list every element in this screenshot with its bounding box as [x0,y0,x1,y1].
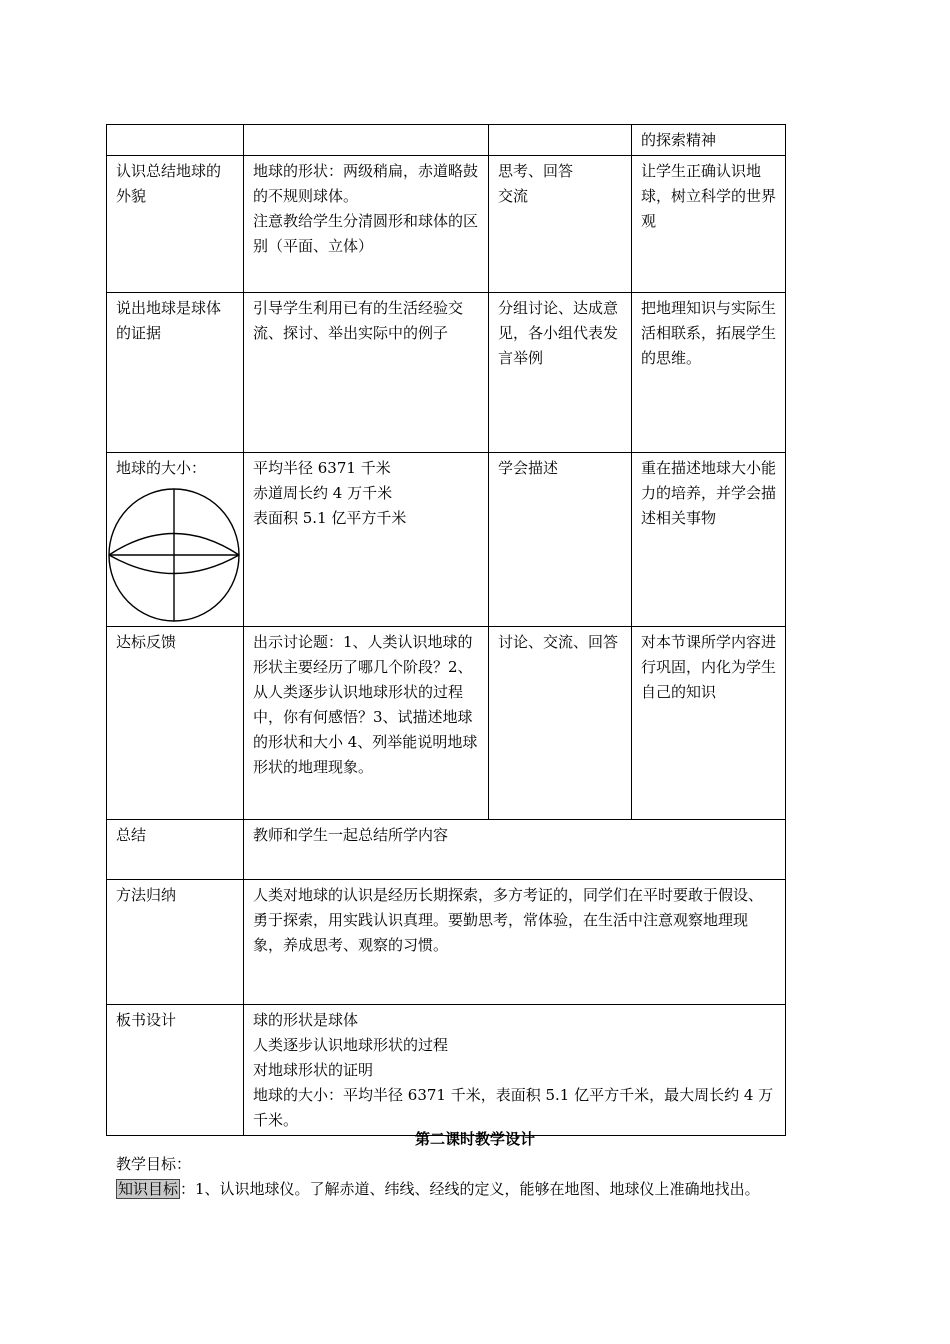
teacher-activity-cell [244,453,489,627]
globe-diagram [107,487,241,623]
table-row [107,627,786,820]
student-activity-cell: 讨论、交流、回答 [489,627,632,820]
table-cell [489,125,632,156]
table-row [107,156,786,293]
table-row [107,453,786,627]
table-row [107,880,786,1005]
goals-heading: 教学目标： [116,1155,192,1173]
cell-line: 思考、回答 [498,162,574,180]
objective-cell: 总结 [107,820,244,880]
cell-line: 交流 [498,187,529,205]
table-row [107,820,786,880]
objective-cell: 板书设计 [107,1005,244,1136]
knowledge-goal [116,1178,760,1199]
goal-text: ：1、认识地球仪。了解赤道、纬线、经线的定义，能够在地图、地球仪上准确地找出。 [180,1180,760,1198]
teacher-activity-cell: 引导学生利用已有的生活经验交流、探讨、举出实际中的例子 [244,293,489,453]
design-intent-cell: 把地理知识与实际生活相联系，拓展学生的思维。 [632,293,786,453]
cell-line: 地球的大小：平均半径 6371 千米，表面积 5.1 亿平方千米，最大周长约 4 万千米。 [253,1086,774,1129]
teacher-activity-cell: 出示讨论题：1、人类认识地球的形状主要经历了哪几个阶段？2、从人类逐步认识地球形状的过程中，你有何感悟？3、试描述地球的形状和大小 4、列举能说明地球形状的地理现象。 [244,627,489,820]
method-cell: 人类对地球的认识是经历长期探索，多方考证的，同学们在平时要敢于假设、勇于探索，用实践认识真理。要勤思考，常体验，在生活中注意观察地理现象，养成思考、观察的习惯。 [244,880,786,1005]
table-row [107,125,786,156]
table-cell: 的探索精神 [632,125,786,156]
table-cell [244,125,489,156]
objective-cell: 说出地球是球体的证据 [107,293,244,453]
student-activity-cell: 学会描述 [489,453,632,627]
objective-cell: 达标反馈 [107,627,244,820]
table-cell [107,125,244,156]
goal-label: 知识目标 [118,1180,179,1198]
cell-line: 注意教给学生分清圆形和球体的区别（平面、立体） [253,212,479,255]
design-intent-cell: 对本节课所学内容进行巩固，内化为学生自己的知识 [632,627,786,820]
student-activity-cell [489,156,632,293]
cell-line: 人类逐步认识地球形状的过程 [253,1036,449,1054]
lesson-plan-table [106,124,786,1136]
section-title: 第二课时教学设计 [414,1130,535,1148]
table-row [107,1005,786,1136]
student-activity-cell: 分组讨论、达成意见，各小组代表发言举例 [489,293,632,453]
teacher-activity-cell [244,156,489,293]
board-design-cell [244,1005,786,1136]
objective-cell: 认识总结地球的外貌 [107,156,244,293]
objective-cell [107,453,244,627]
objective-cell: 方法归纳 [107,880,244,1005]
cell-line: 表面积 5.1 亿平方千米 [253,509,407,527]
cell-line: 地球的形状：两级稍扁，赤道略鼓的不规则球体。 [253,162,479,205]
summary-cell: 教师和学生一起总结所学内容 [244,820,786,880]
cell-line: 对地球形状的证明 [253,1061,374,1079]
cell-line: 地球的大小： [116,459,207,477]
design-intent-cell: 让学生正确认识地球，树立科学的世界观 [632,156,786,293]
cell-line: 平均半径 6371 千米 [253,459,391,477]
design-intent-cell: 重在描述地球大小能力的培养，并学会描述相关事物 [632,453,786,627]
cell-line: 球的形状是球体 [253,1011,359,1029]
cell-line: 赤道周长约 4 万千米 [253,484,393,502]
table-row [107,293,786,453]
